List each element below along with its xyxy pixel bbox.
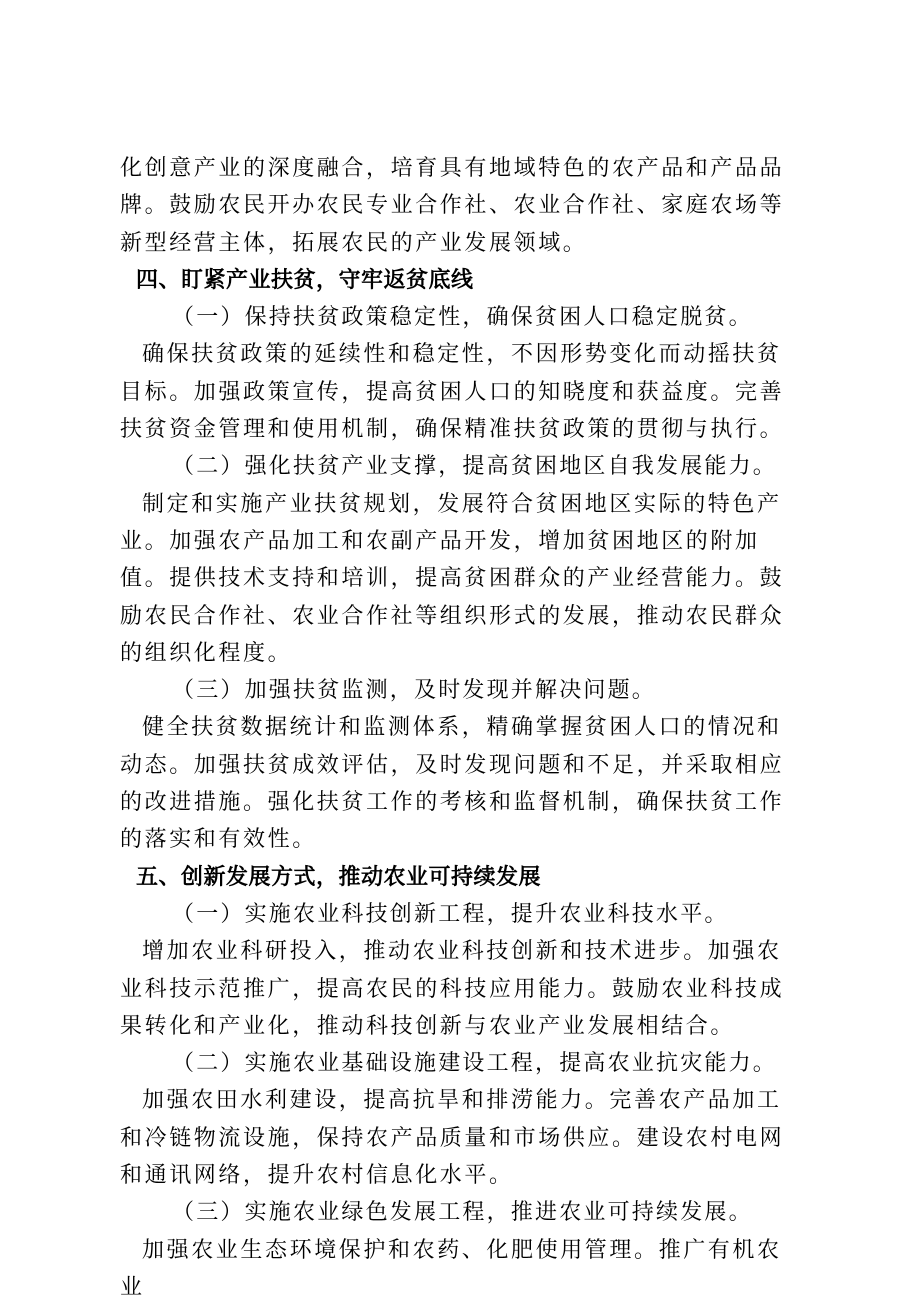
section-4-item-1-heading: （一）保持扶贫政策稳定性，确保贫困人口稳定脱贫。 <box>172 305 753 331</box>
section-4-item-2-heading: （二）强化扶贫产业支撑，提高贫困地区自我发展能力。 <box>172 454 778 480</box>
section-4-title: 四、盯紧产业扶贫，守牢返贫底线 <box>136 267 474 293</box>
section-5-item-3-body: 加强农业生态环境保护和农药、化肥使用管理。推广有机农业 <box>120 1237 782 1300</box>
section-5-item-3-heading: （三）实施农业绿色发展工程，推进农业可持续发展。 <box>172 1200 753 1226</box>
section-5-item-1-body: 增加农业科研投入，推动农业科技创新和技术进步。加强农业科技示范推广，提高农民的科技应用能力。鼓励农业科技成果转化和产业化，推动科技创新与农业产业发展相结合。 <box>120 939 785 1039</box>
section-4-item-3-heading: （三）加强扶贫监测，及时发现并解决问题。 <box>172 678 657 704</box>
section-4-item-3-body: 健全扶贫数据统计和监测体系，精确掌握贫困人口的情况和动态。加强扶贫成效评估，及时发现问题和不足，并采取相应的改进措施。强化扶贫工作的考核和监督机制，确保扶贫工作的落实和有效性。 <box>120 715 785 853</box>
section-5-item-2-heading: （二）实施农业基础设施建设工程，提高农业抗灾能力。 <box>172 1051 778 1077</box>
document-page <box>120 150 800 1306</box>
section-5-item-1-heading: （一）实施农业科技创新工程，提升农业科技水平。 <box>172 901 729 927</box>
section-5-title: 五、创新发展方式，推动农业可持续发展 <box>136 864 542 890</box>
section-4-item-1-body: 确保扶贫政策的延续性和稳定性，不因形势变化而动摇扶贫目标。加强政策宣传，提高贫困人口的知晓度和获益度。完善扶贫资金管理和使用机制，确保精准扶贫政策的贯彻与执行。 <box>120 342 785 443</box>
section-4-item-2-body: 制定和实施产业扶贫规划，发展符合贫困地区实际的特色产业。加强农产品加工和农副产品开发，增加贫困地区的附加值。提供技术支持和培训，提高贫困群众的产业经营能力。鼓励农民合作社、农业合作社等组织形式的发展，推动农民群众的组织化程度。 <box>120 491 785 666</box>
section-5-item-2-body: 加强农田水利建设，提高抗旱和排涝能力。完善农产品加工和冷链物流设施，保持农产品质量和市场供应。建设农村电网和通讯网络，提升农村信息化水平。 <box>120 1088 785 1189</box>
intro-paragraph: 化创意产业的深度融合，培育具有地域特色的农产品和产品品牌。鼓励农民开办农民专业合作社、农业合作社、家庭农场等新型经营主体，拓展农民的产业发展领域。 <box>120 156 785 256</box>
